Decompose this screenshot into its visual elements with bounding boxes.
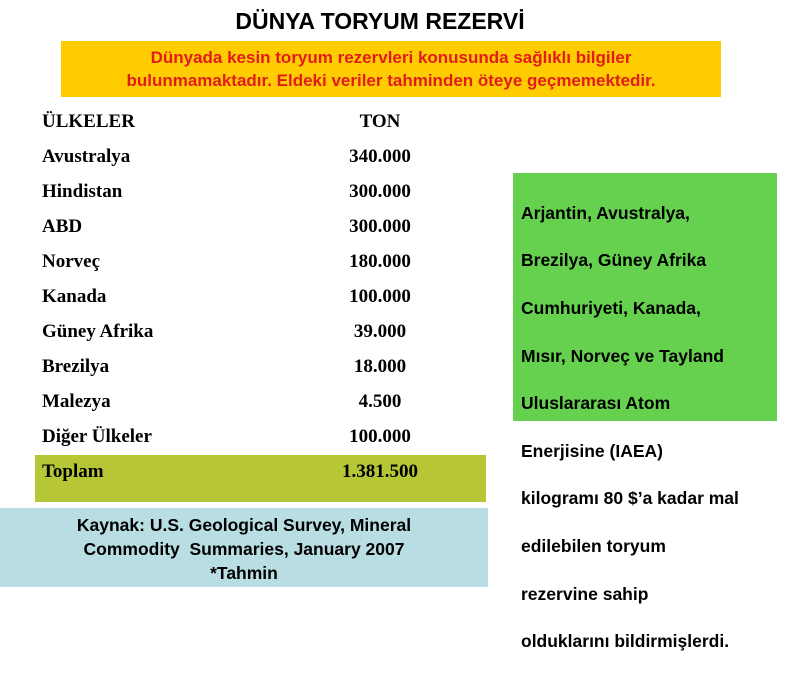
row-value: 100.000 xyxy=(349,426,411,447)
row-country: Brezilya xyxy=(42,356,110,377)
info-line: Uluslararası Atom xyxy=(521,393,671,414)
info-line: Arjantin, Avustralya, xyxy=(521,202,690,223)
table-row xyxy=(35,420,486,455)
row-value: 340.000 xyxy=(349,146,411,167)
row-value: 180.000 xyxy=(349,251,411,272)
row-value: 300.000 xyxy=(349,181,411,202)
info-line: olduklarını bildirmişlerdi. xyxy=(521,631,730,652)
table-row xyxy=(35,210,486,245)
table-total-row xyxy=(35,455,486,502)
row-value: 18.000 xyxy=(353,356,407,377)
source-line-2: Commodity Summaries, January 2007 xyxy=(83,539,405,559)
table-row xyxy=(35,280,486,315)
info-line: rezervine sahip xyxy=(521,583,649,604)
row-country: Diğer Ülkeler xyxy=(42,426,152,447)
row-value: 300.000 xyxy=(349,216,411,237)
table-header-row xyxy=(35,105,486,140)
notice-line-2: bulunmamaktadır. Eldeki veriler tahminden öteye geçmemektedir. xyxy=(126,71,656,90)
row-country: Norveç xyxy=(42,251,101,272)
info-line: kilogramı 80 $’a kadar mal xyxy=(521,488,739,509)
row-country: Hindistan xyxy=(42,181,123,202)
row-value: 4.500 xyxy=(358,391,402,412)
row-country: Kanada xyxy=(42,286,107,307)
total-label: Toplam xyxy=(42,461,104,482)
info-line: Brezilya, Güney Afrika xyxy=(521,250,707,271)
info-line: Mısır, Norveç ve Tayland xyxy=(521,345,724,366)
table-row xyxy=(35,350,486,385)
row-country: Malezya xyxy=(42,391,111,412)
info-line: edilebilen toryum xyxy=(521,535,666,556)
table-row xyxy=(35,315,486,350)
row-country: ABD xyxy=(42,216,83,237)
page-title: DÜNYA TORYUM REZERVİ xyxy=(235,8,525,34)
info-line: Cumhuriyeti, Kanada, xyxy=(521,297,701,318)
table-row xyxy=(35,175,486,210)
table-row xyxy=(35,245,486,280)
notice-line-1: Dünyada kesin toryum rezervleri konusunda sağlıklı bilgiler xyxy=(150,48,632,67)
header-value: TON xyxy=(359,111,401,132)
iaea-info-box xyxy=(513,173,777,652)
estimate-note: *Tahmin xyxy=(210,563,278,583)
source-box xyxy=(0,508,488,587)
row-value: 100.000 xyxy=(349,286,411,307)
table-row xyxy=(35,385,486,420)
info-line: Enerjisine (IAEA) xyxy=(521,440,663,461)
total-value: 1.381.500 xyxy=(342,461,418,482)
table-row xyxy=(35,140,486,175)
row-value: 39.000 xyxy=(353,321,407,342)
source-line-1: Kaynak: U.S. Geological Survey, Mineral xyxy=(76,515,412,535)
row-country: Güney Afrika xyxy=(42,321,154,342)
header-country: ÜLKELER xyxy=(42,111,135,132)
reserves-table xyxy=(35,105,486,503)
notice-box xyxy=(61,41,721,97)
row-country: Avustralya xyxy=(42,146,131,167)
